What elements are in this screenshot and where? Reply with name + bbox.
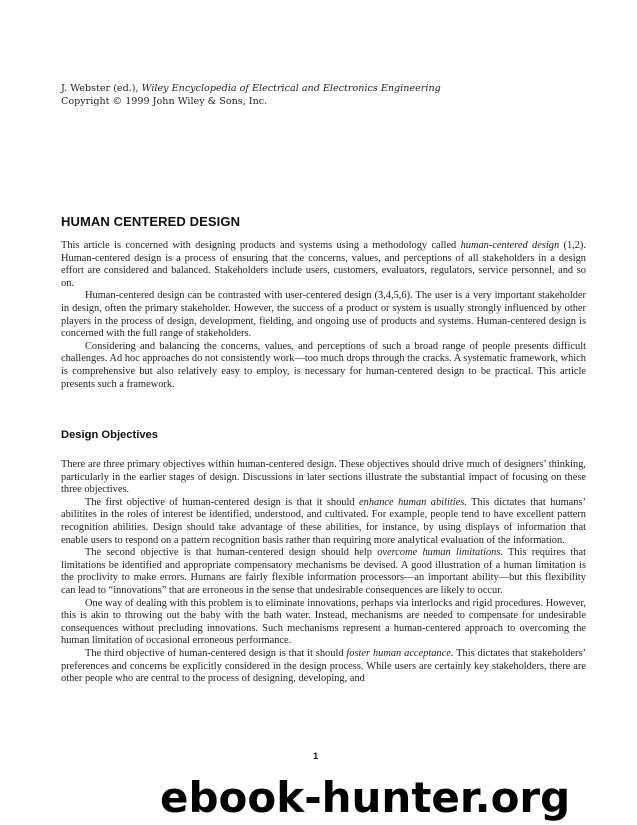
- emphasis-term: human-centered design: [460, 240, 560, 251]
- emphasis-term: foster human acceptance.: [346, 647, 454, 659]
- citation-block: [61, 83, 441, 108]
- encyclopedia-title: Wiley Encyclopedia of Electrical and Electronics Engineering: [141, 83, 441, 94]
- section-paragraph-4: One way of dealing with this problem is to eliminate innovations, perhaps via interlocks and rigid procedures. However, this is akin to throwing out the baby with the bath water. Instead, mechanisms are needed to compensate for undesirable consequences without precluding innovations. Such mechanisms represent a human-centered approach to overcoming the human limitation of occasional erroneous performance.: [61, 597, 586, 647]
- citation-editor: J. Webster (ed.),: [61, 83, 142, 94]
- emphasis-term: enhance human abilities.: [359, 496, 467, 508]
- text-run: The first objective of human-centered design is that it should: [85, 496, 360, 508]
- text-run: This article is concerned with designing products and systems using a methodology called: [61, 240, 461, 251]
- intro-paragraph-1: [61, 240, 586, 290]
- text-run: The third objective of human-centered design is that it should: [85, 647, 347, 659]
- citation-editor-line: [61, 83, 441, 96]
- design-objectives-section: [61, 459, 586, 686]
- watermark-text: ebook-hunter.org: [160, 773, 571, 822]
- intro-paragraph-3: Considering and balancing the concerns, values, and perceptions of such a broad range of people presents difficult challenges. Ad hoc approaches do not consistently work—too much drops through the cracks. A systematic framework, which is comprehensive but also relatively easy to employ, is necessary for human-centered design to be practical. This article presents such a framework.: [61, 340, 586, 390]
- text-run: This dictates that stakeholders’ preferences and concerns be explicitly considered in the design process. While users are certainly key stakeholders, there are other people who are central to the process of designing, developing, and: [61, 647, 586, 685]
- intro-paragraph-2: Human-centered design can be contrasted with user-centered design (3,4,5,6). The user is a very important stakeholder in design, often the primary stakeholder. However, the success of a product or system is usually strongly influenced by other players in the process of design, development, fielding, and ongoing use of products and systems. Human-centered design is concerned with the full range of stakeholders.: [61, 290, 586, 340]
- section-paragraph-5: [61, 648, 586, 686]
- copyright-line: Copyright © 1999 John Wiley & Sons, Inc.: [61, 95, 268, 107]
- section-paragraph-3: [61, 547, 586, 597]
- section-paragraph-2: [61, 497, 586, 547]
- section-paragraph-1: There are three primary objectives within human-centered design. These objectives should drive much of designers’ thinking, particularly in the earlier stages of design. Discussions in later sections illustrate the substantial impact of focusing on these three objectives.: [61, 459, 586, 496]
- text-run: The second objective is that human-centered design should help: [85, 547, 378, 559]
- text-run: This dictates that humans’ abilitites in the roles of interest be identified, understood, and cultivated. For example, people tend to have excellent pattern recognition abilities. Design should take advantage of these abilities, for instance, by using displays of information that enable users to respond on a pattern recognition basis rather than requiring more analytical evaluation of the information.: [61, 496, 586, 546]
- text-run: This requires that limitations be identified and appropriate compensatory mechanisms be devised. A good illustration of a human limitation is the proclivity to make errors. Humans are fairly flexible information processors—an important ability—but this flexibility can lead to “innovations” that are erroneous in the sense that undesirable consequences are likely to occur.: [61, 547, 587, 596]
- intro-section: [61, 240, 586, 391]
- emphasis-term: overcome human limitations.: [377, 547, 504, 559]
- text-run: (1,2). Human-centered design is a process of ensuring that the concerns, values, and perceptions of all stakeholders in a design effort are considered and balanced. Stakeholders include users, customers, evaluators, regulators, service personnel, and so on.: [61, 240, 586, 289]
- page-number: 1: [313, 751, 319, 762]
- article-title: HUMAN CENTERED DESIGN: [61, 214, 241, 229]
- section-heading: Design Objectives: [61, 429, 158, 441]
